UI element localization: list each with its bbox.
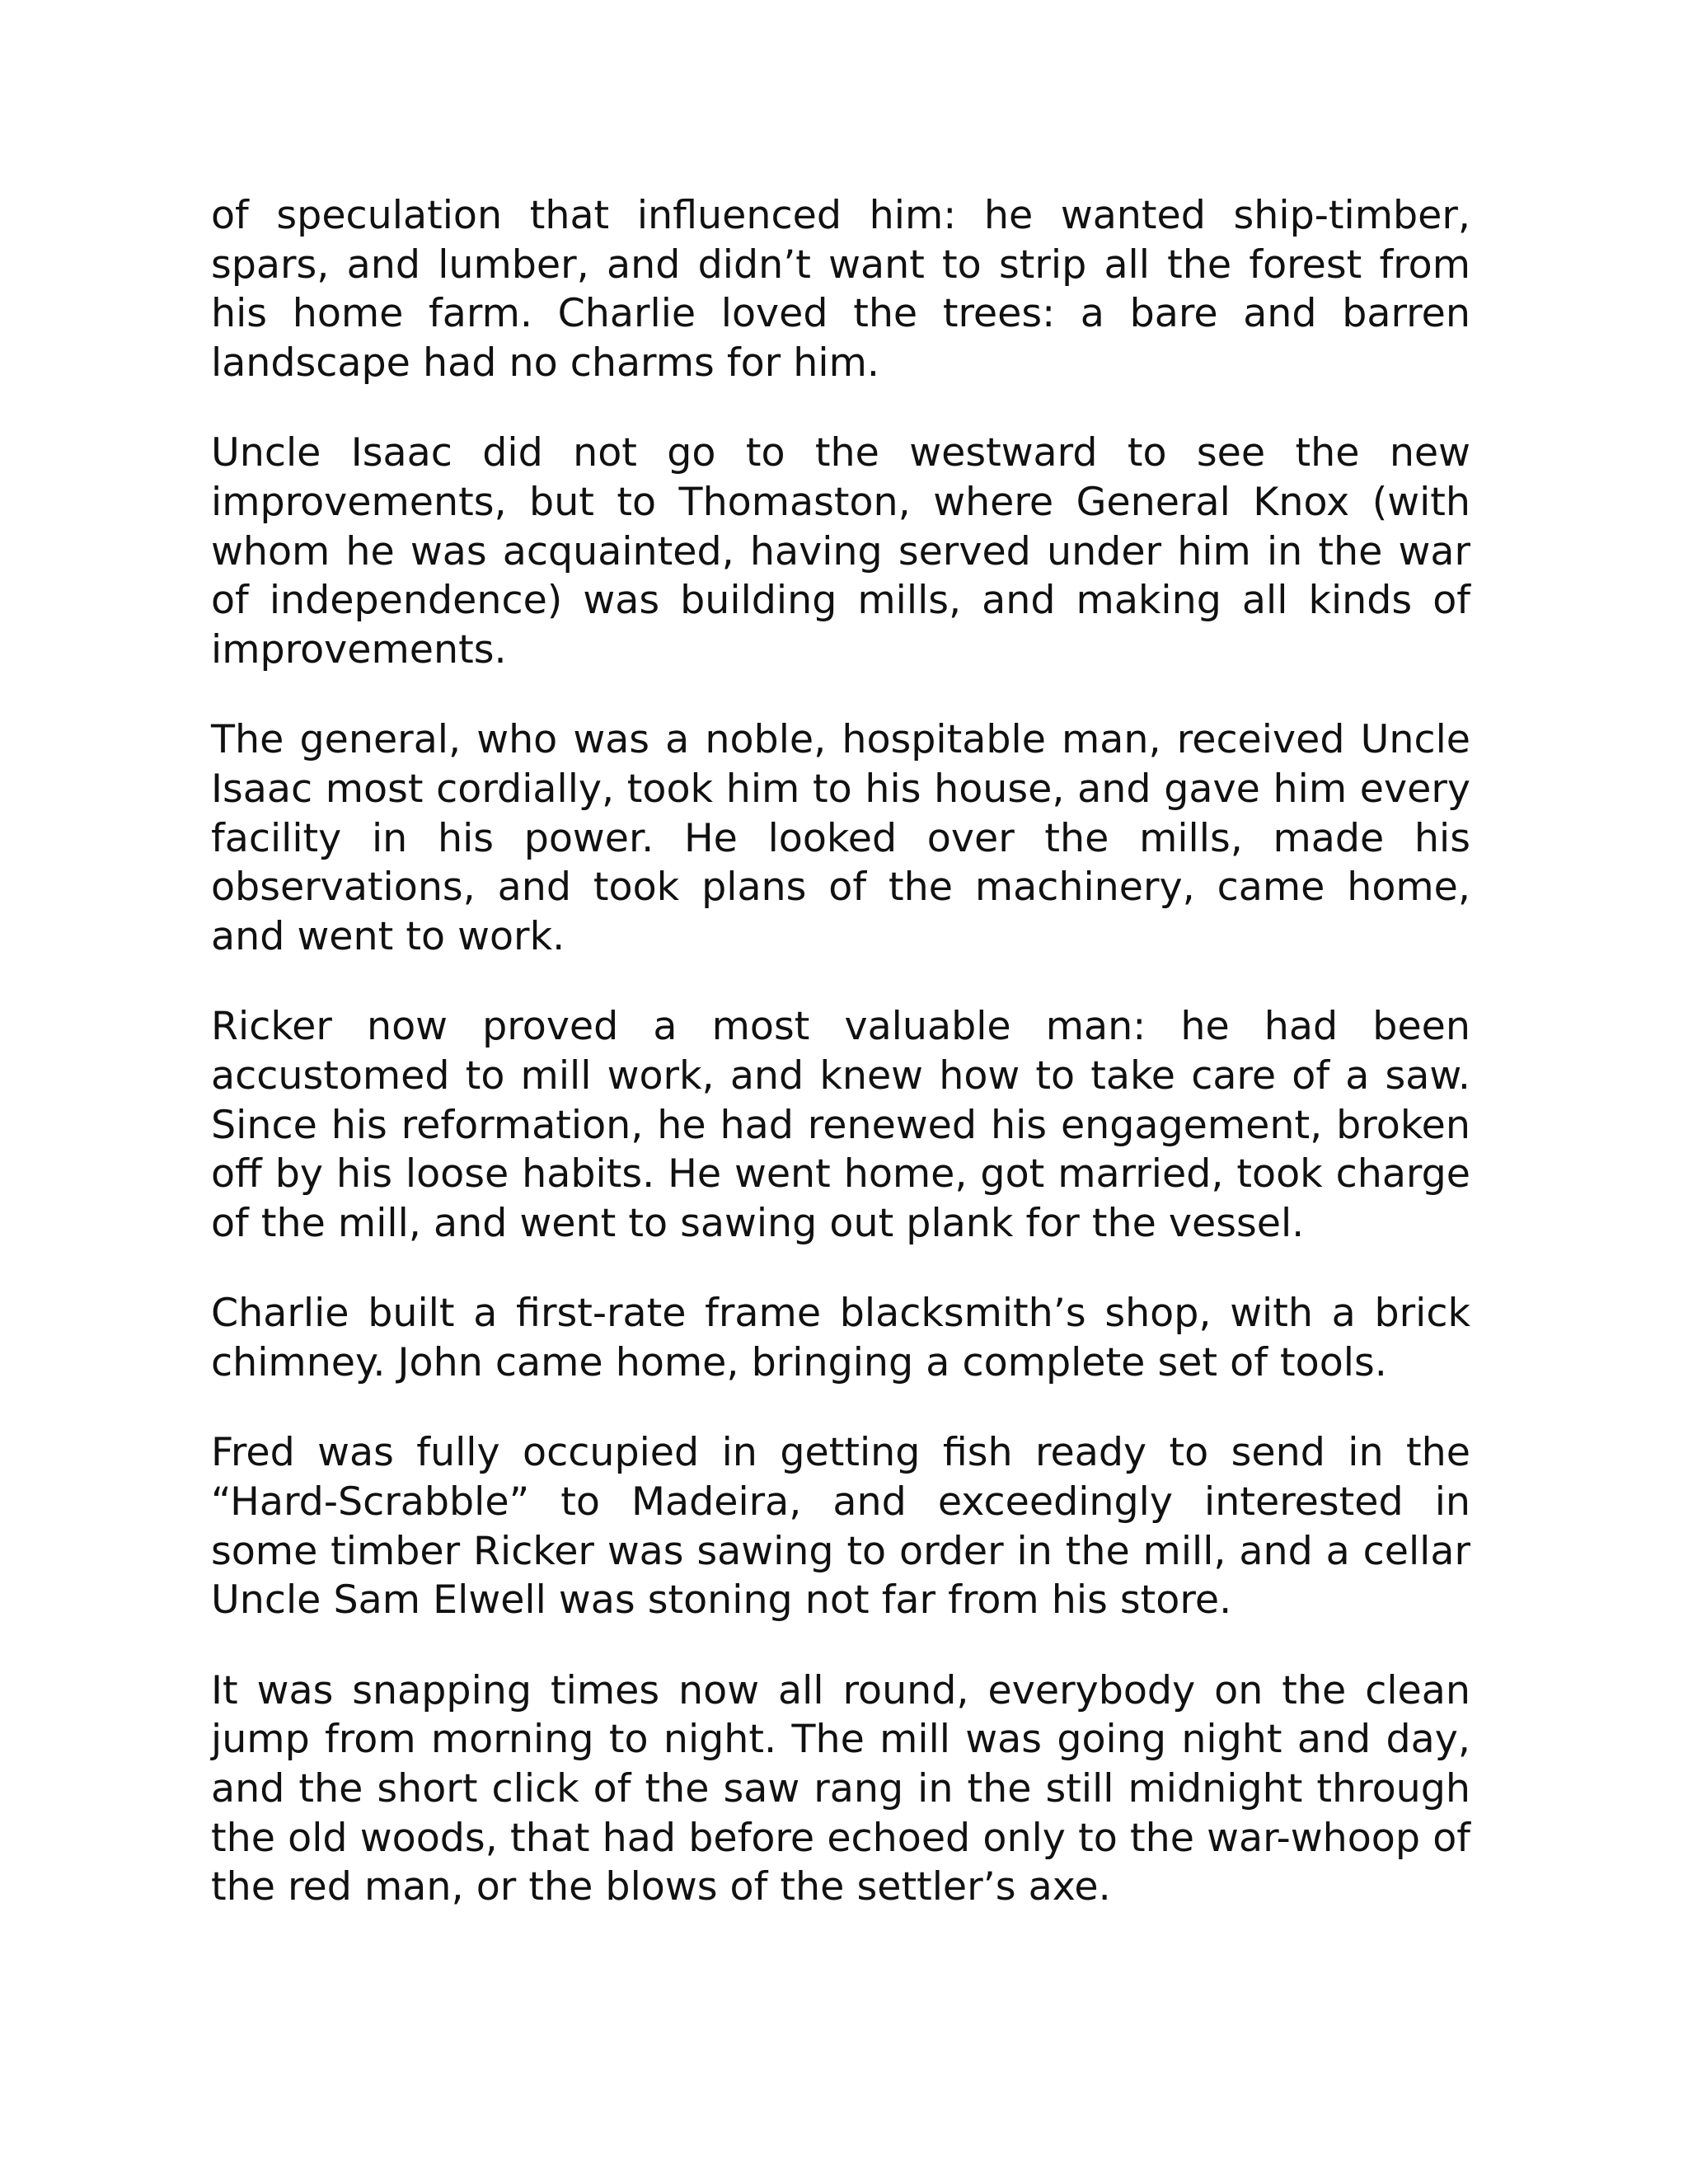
body-text	[211, 191, 1470, 1912]
paragraph: Charlie built a first-rate frame blacksmith’s shop, with a brick chimney. John came home, bringing a complete set of tools.	[211, 1291, 1470, 1385]
paragraph: Fred was fully occupied in getting fish ready to send in the “Hard-Scrabble” to Madeira, and exceedingly interested in some timber Ricker was sawing to order in the mill, and a cellar Uncle Sam Elwell was stoning not far from his store.	[211, 1430, 1470, 1624]
paragraph: The general, who was a noble, hospitable man, received Uncle Isaac most cordially, took him to his house, and gave him every facility in his power. He looked over the mills, made his observations, and took plans of the machinery, came home, and went to work.	[211, 717, 1470, 959]
paragraph: It was snapping times now all round, everybody on the clean jump from morning to night. The mill was going night and day, and the short click of the saw rang in the still midnight through the old woods, that had before echoed only to the war-whoop of the red man, or the blows of the settler’s axe.	[211, 1667, 1470, 1910]
paragraph: of speculation that influenced him: he wanted ship-timber, spars, and lumber, and didn’t want to strip all the forest from his home farm. Charlie loved the trees: a bare and barren landscape had no charms for him.	[211, 193, 1470, 386]
paragraph: Uncle Isaac did not go to the westward to see the new improvements, but to Thomaston, where General Knox (with whom he was acquainted, having served under him in the war of independence) was building mills, and making all kinds of improvements.	[211, 430, 1470, 673]
paragraph: Ricker now proved a most valuable man: he had been accustomed to mill work, and knew how to take care of a saw. Since his reformation, he had renewed his engagement, broken off by his loose habits. He went home, got married, took charge of the mill, and went to sawing out plank for the vessel.	[211, 1004, 1470, 1246]
